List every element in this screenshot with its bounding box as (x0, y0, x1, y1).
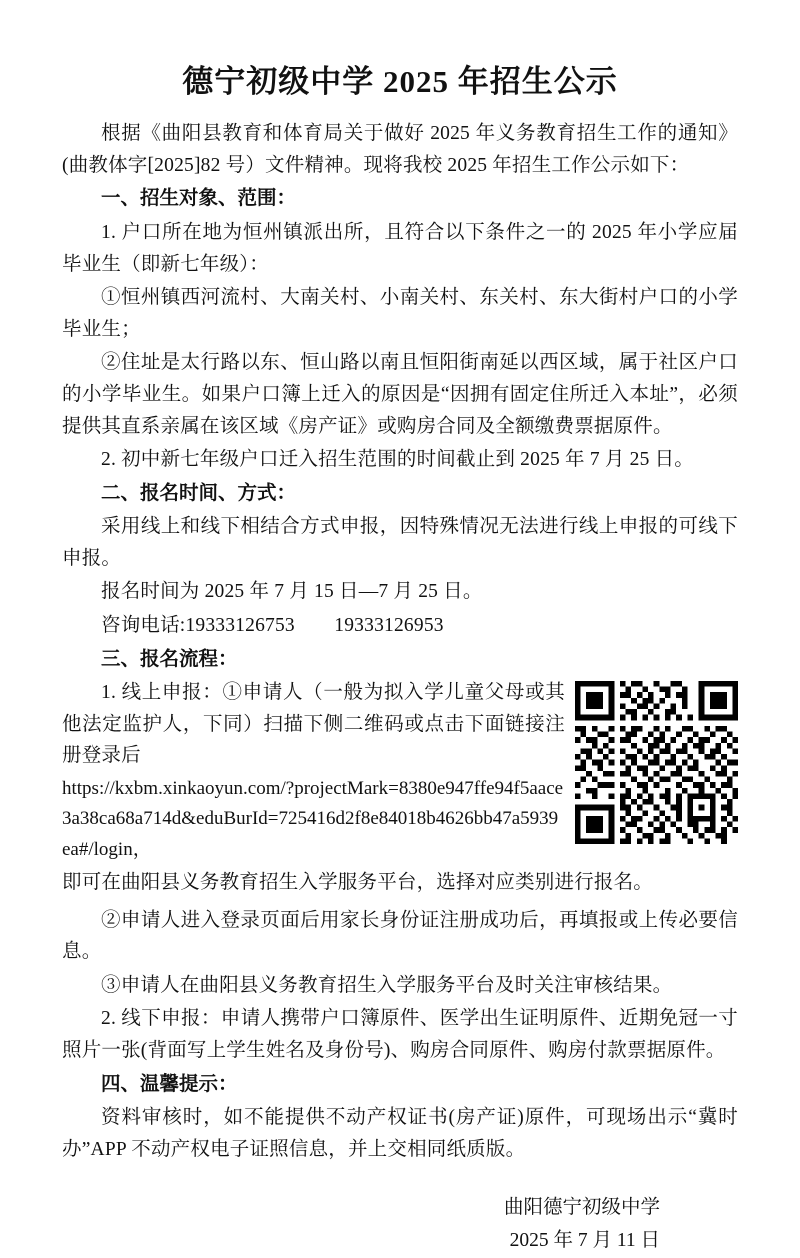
signature-date: 2025 年 7 月 11 日 (509, 1230, 660, 1252)
qr-code-container (575, 681, 738, 844)
paragraph: 2. 线下申报：申请人携带户口簿原件、医学出生证明原件、近期免冠一寸照片一张(背面写上学生姓名及身份号)、购房合同原件、购房付款票据原件。 (62, 1008, 738, 1061)
paragraph: 报名时间为 2025 年 7 月 15 日—7 月 25 日。 (101, 581, 483, 603)
signature-block (62, 1191, 738, 1257)
paragraph: 1. 线上申报：①申请人（一般为拟入学儿童父母或其他法定监护人，下同）扫描下侧二维码或点击下面链接注册登录后 (62, 682, 565, 767)
section-heading-registration-process: 三、报名流程： (101, 648, 238, 670)
page-title: 德宁初级中学 2025 年招生公示 (182, 64, 618, 99)
paragraph: 采用线上和线下相结合方式申报，因特殊情况无法进行线上申报的可线下申报。 (62, 516, 738, 569)
paragraph: 即可在曲阳县义务教育招生入学服务平台，选择对应类别进行报名。 (62, 872, 654, 894)
signature-organization: 曲阳德宁初级中学 (503, 1197, 660, 1219)
section-heading-registration-time: 二、报名时间、方式： (101, 482, 297, 504)
paragraph: ②申请人进入登录页面后用家长身份证注册成功后，再填报或上传必要信息。 (62, 909, 738, 963)
paragraph: ③申请人在曲阳县义务教育招生入学服务平台及时关注审核结果。 (101, 974, 673, 996)
paragraph: ①恒州镇西河流村、大南关村、小南关村、东关村、东大街村户口的小学毕业生； (62, 287, 738, 340)
paragraph-phone-numbers: 咨询电话:19333126753 19333126953 (101, 614, 444, 636)
paragraph: 2. 初中新七年级户口迁入招生范围的时间截止到 2025 年 7 月 25 日。 (101, 449, 695, 471)
section-heading-tips: 四、温馨提示： (101, 1073, 238, 1095)
registration-url[interactable]: https://kxbm.xinkaoyun.com/?projectMark=8380e947ffe94f5aace3a38ca68a714d&eduBurId=725416d2f8e84018b4626bb47a5939ea#/login， (62, 777, 564, 860)
intro-paragraph: 根据《曲阳县教育和体育局关于做好 2025 年义务教育招生工作的通知》(曲教体字[2025]82 号）文件精神。现将我校 2025 年招生工作公示如下： (62, 123, 738, 176)
section-heading-admission-scope: 一、招生对象、范围： (101, 188, 297, 210)
paragraph: ②住址是太行路以东、恒山路以南且恒阳街南延以西区域，属于社区户口的小学毕业生。如果户口簿上迁入的原因是“因拥有固定住所迁入本址”，必须提供其直系亲属在该区域《房产证》或购房合同及全额缴费票据原件。 (62, 352, 738, 437)
paragraph: 资料审核时，如不能提供不动产权证书(房产证)原件，可现场出示“冀时办”APP 不动产权电子证照信息，并上交相同纸质版。 (62, 1107, 738, 1160)
paragraph: 1. 户口所在地为恒州镇派出所，且符合以下条件之一的 2025 年小学应届毕业生（即新七年级）： (62, 222, 738, 275)
registration-qr-code-icon (575, 681, 738, 844)
